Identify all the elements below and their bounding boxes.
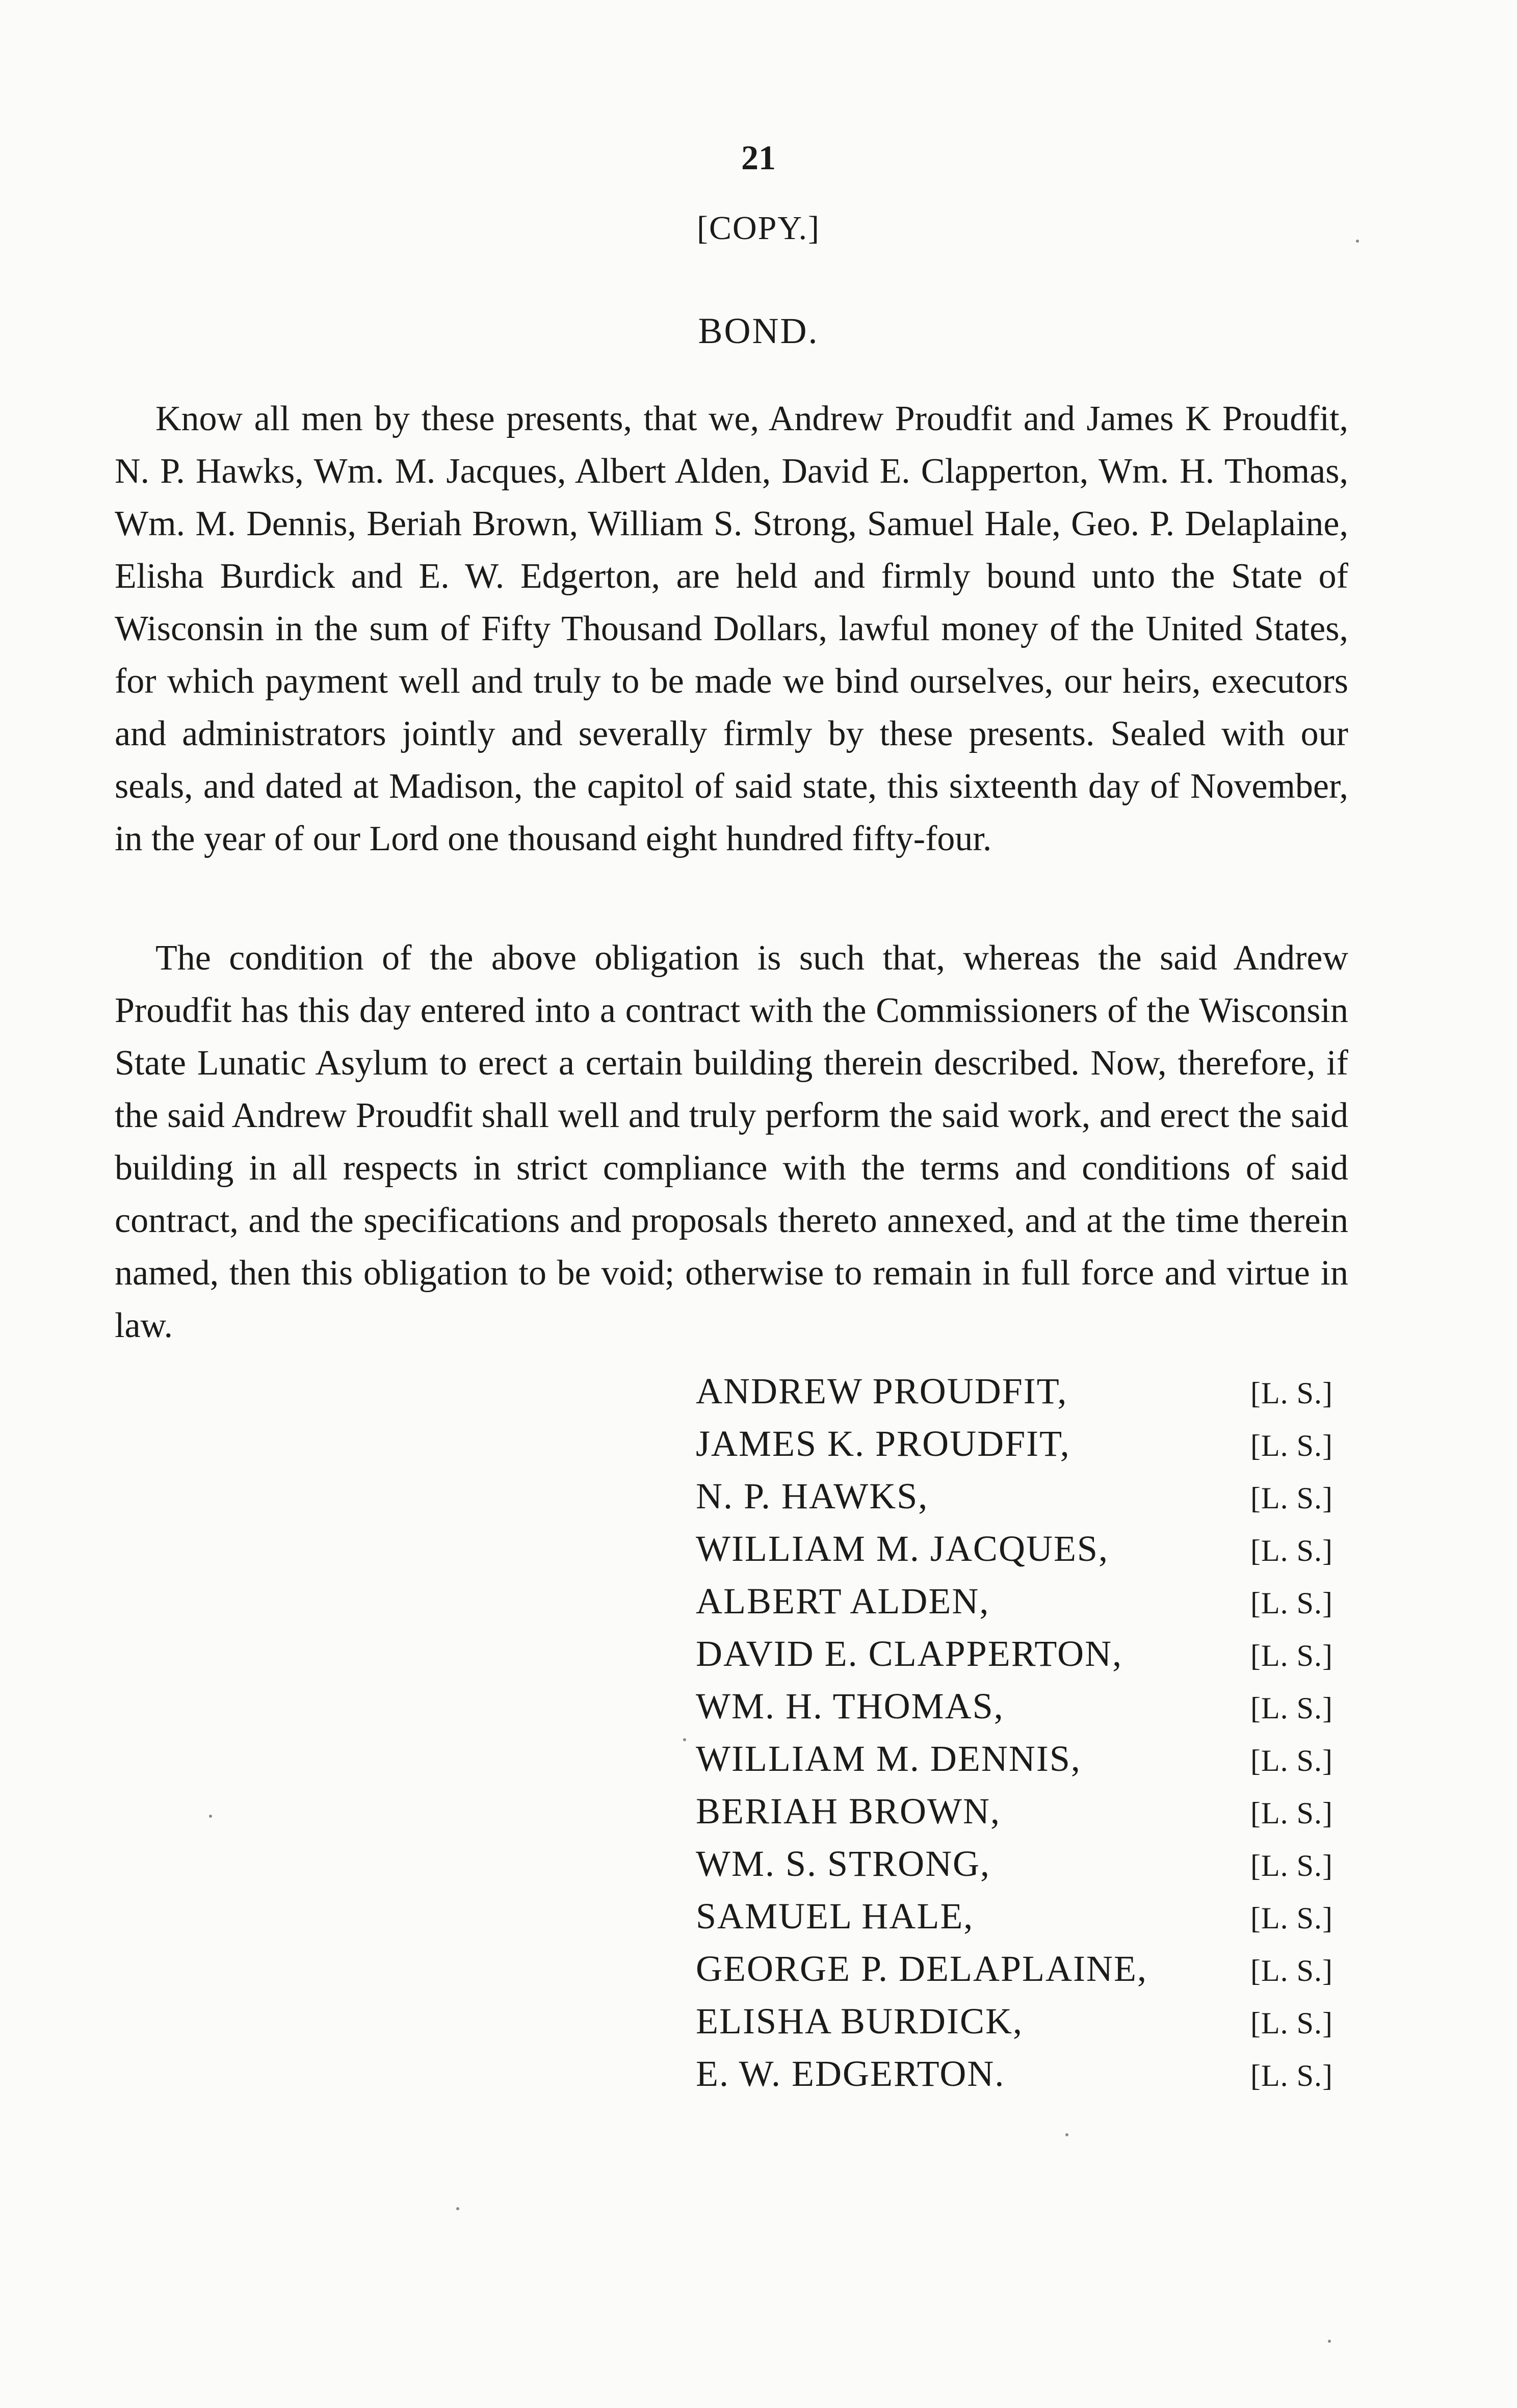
document-title: BOND. bbox=[698, 310, 819, 351]
bond-paragraph: Know all men by these presents, that we, Andrew Proudfit and James K Proudfit, N. P. Hawks, Wm. M. Jacques, Albert Alden, David E. Clapperton, Wm. H. Thomas, Wm. M. Dennis, Beriah Brown, William S. Strong, Samuel Hale, Geo. P. Delaplaine, Elisha Burdick and E. W. Edgerton, are held and firmly bound unto the State of Wisconsin in the sum of Fifty Thousand Dollars, lawful money of the United States, for which payment well and truly to be made we bind ourselves, our heirs, executors and administrators jointly and severally firmly by these presents. Sealed with our seals, and dated at Madison, the capitol of said state, this sixteenth day of November, in the year of our Lord one thousand eight hundred fifty-four. bbox=[115, 399, 1348, 858]
signatory-name: WILLIAM M. JACQUES, bbox=[696, 1528, 1109, 1569]
signatory-name: JAMES K. PROUDFIT, bbox=[696, 1423, 1070, 1464]
scan-speck bbox=[209, 1815, 212, 1818]
signature-row bbox=[696, 1580, 1338, 1633]
scan-speck bbox=[1065, 2133, 1068, 2136]
seal-mark: [L. S.] bbox=[1250, 1429, 1333, 1462]
scan-speck bbox=[456, 2207, 459, 2210]
signature-row bbox=[696, 1843, 1338, 1895]
copy-label: [COPY.] bbox=[696, 210, 820, 247]
seal-mark: [L. S.] bbox=[1250, 1691, 1333, 1725]
signatory-name: WM. S. STRONG, bbox=[696, 1843, 991, 1884]
seal-mark: [L. S.] bbox=[1250, 2059, 1333, 2092]
signature-row bbox=[696, 1475, 1338, 1528]
scan-speck bbox=[683, 1738, 686, 1741]
signature-row bbox=[696, 2053, 1338, 2105]
signature-block bbox=[696, 1370, 1338, 2105]
signatory-name: ELISHA BURDICK, bbox=[696, 2001, 1024, 2041]
signature-row bbox=[696, 1685, 1338, 1738]
signatory-name: GEORGE P. DELAPLAINE, bbox=[696, 1948, 1147, 1989]
seal-mark: [L. S.] bbox=[1250, 1901, 1333, 1935]
signature-row bbox=[696, 2000, 1338, 2053]
seal-mark: [L. S.] bbox=[1250, 2006, 1333, 2040]
signature-row bbox=[696, 1528, 1338, 1580]
signatory-name: WILLIAM M. DENNIS, bbox=[696, 1738, 1081, 1779]
signatory-name: N. P. HAWKS, bbox=[696, 1476, 929, 1516]
scan-speck bbox=[1328, 2340, 1331, 2343]
signatory-name: E. W. EDGERTON. bbox=[696, 2053, 1005, 2094]
signatory-name: SAMUEL HALE, bbox=[696, 1896, 974, 1936]
seal-mark: [L. S.] bbox=[1250, 1744, 1333, 1777]
seal-mark: [L. S.] bbox=[1250, 1954, 1333, 1987]
seal-mark: [L. S.] bbox=[1250, 1796, 1333, 1830]
signature-row bbox=[696, 1370, 1338, 1423]
signature-row bbox=[696, 1633, 1338, 1685]
seal-mark: [L. S.] bbox=[1250, 1376, 1333, 1410]
seal-mark: [L. S.] bbox=[1250, 1481, 1333, 1515]
seal-mark: [L. S.] bbox=[1250, 1586, 1333, 1620]
signature-row bbox=[696, 1948, 1338, 2000]
seal-mark: [L. S.] bbox=[1250, 1639, 1333, 1672]
condition-paragraph: The condition of the above obligation is such that, whereas the said Andrew Proudfit has this day entered into a contract with the Commissioners of the Wisconsin State Lunatic Asylum to erect a certain building therein described. Now, therefore, if the said Andrew Proudfit shall well and truly perform the said work, and erect the said building in all respects in strict compliance with the terms and conditions of said contract, and the specifications and proposals thereto annexed, and at the time therein named, then this obligation to be void; otherwise to remain in full force and virtue in law. bbox=[115, 938, 1348, 1345]
signature-row bbox=[696, 1738, 1338, 1790]
signature-row bbox=[696, 1895, 1338, 1948]
scan-speck bbox=[1356, 240, 1359, 243]
signatory-name: WM. H. THOMAS, bbox=[696, 1686, 1004, 1726]
signatory-name: ANDREW PROUDFIT, bbox=[696, 1371, 1068, 1411]
signatory-name: DAVID E. CLAPPERTON, bbox=[696, 1633, 1123, 1674]
seal-mark: [L. S.] bbox=[1250, 1534, 1333, 1567]
seal-mark: [L. S.] bbox=[1250, 1849, 1333, 1882]
signature-row bbox=[696, 1423, 1338, 1475]
signatory-name: BERIAH BROWN, bbox=[696, 1791, 1001, 1831]
signature-row bbox=[696, 1790, 1338, 1843]
page-number: 21 bbox=[741, 138, 776, 177]
signatory-name: ALBERT ALDEN, bbox=[696, 1581, 990, 1621]
